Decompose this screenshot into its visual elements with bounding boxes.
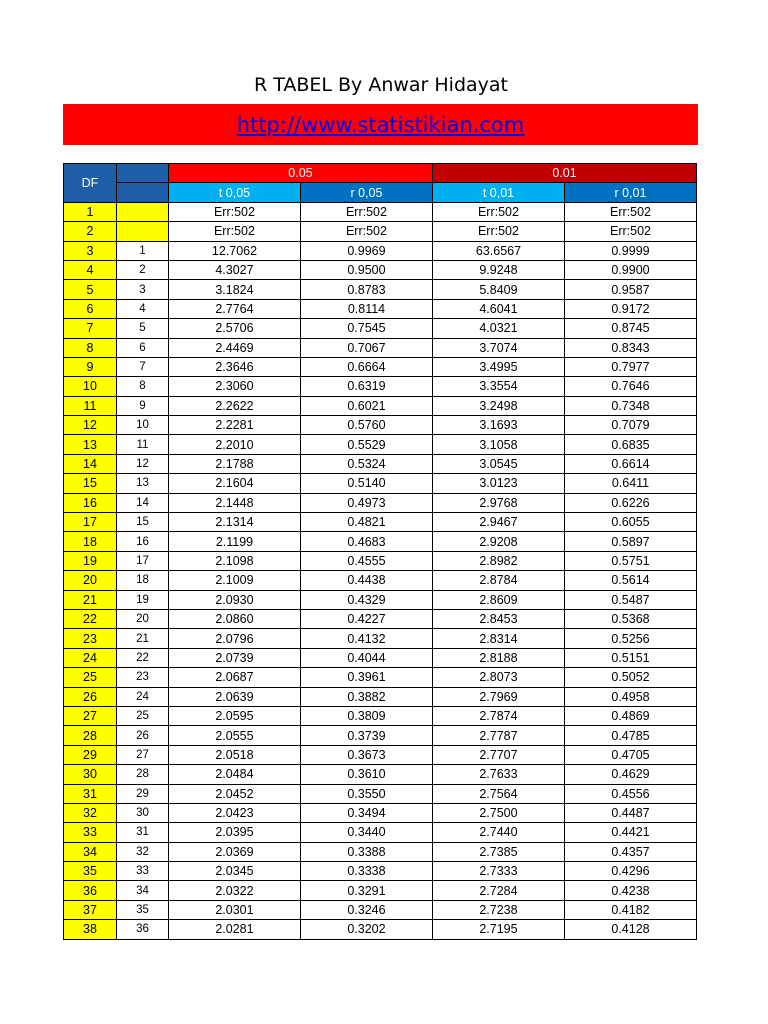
value-cell-t05: Err:502 xyxy=(168,222,300,241)
n-cell: 34 xyxy=(117,881,169,900)
n-cell: 7 xyxy=(117,357,169,376)
table-row xyxy=(64,862,697,881)
value-cell-t05: 2.7764 xyxy=(168,299,300,318)
value-cell-r05: 0.4329 xyxy=(300,590,432,609)
table-row xyxy=(64,609,697,628)
n-cell: 11 xyxy=(117,435,169,454)
value-cell-t05: 2.1448 xyxy=(168,493,300,512)
df-cell: 15 xyxy=(64,474,117,493)
value-cell-t01: 3.1693 xyxy=(432,416,564,435)
df-cell: 26 xyxy=(64,687,117,706)
n-cell: 9 xyxy=(117,396,169,415)
n-cell: 29 xyxy=(117,784,169,803)
df-cell: 36 xyxy=(64,881,117,900)
n-cell: 31 xyxy=(117,823,169,842)
value-cell-t01: 3.2498 xyxy=(432,396,564,415)
value-cell-r05: Err:502 xyxy=(300,202,432,221)
value-cell-t05: 2.0322 xyxy=(168,881,300,900)
table-row xyxy=(64,765,697,784)
value-cell-r05: 0.3809 xyxy=(300,706,432,725)
value-cell-t05: 2.0484 xyxy=(168,765,300,784)
value-cell-r05: 0.6021 xyxy=(300,396,432,415)
df-cell: 8 xyxy=(64,338,117,357)
value-cell-r05: 0.4555 xyxy=(300,551,432,570)
df-cell: 5 xyxy=(64,280,117,299)
df-cell: 13 xyxy=(64,435,117,454)
value-cell-t01: 4.0321 xyxy=(432,319,564,338)
value-cell-r01: 0.4869 xyxy=(564,706,696,725)
value-cell-t05: 2.1314 xyxy=(168,513,300,532)
group-header-005: 0.05 xyxy=(168,164,432,183)
n-cell: 36 xyxy=(117,920,169,939)
value-cell-t05: 2.3646 xyxy=(168,357,300,376)
value-cell-r01: 0.7079 xyxy=(564,416,696,435)
table-row xyxy=(64,532,697,551)
value-cell-t05: 2.0739 xyxy=(168,648,300,667)
value-cell-t05: 2.0930 xyxy=(168,590,300,609)
value-cell-t01: 2.8073 xyxy=(432,668,564,687)
df-cell: 9 xyxy=(64,357,117,376)
value-cell-t05: 2.0301 xyxy=(168,900,300,919)
df-cell: 34 xyxy=(64,842,117,861)
table-row xyxy=(64,629,697,648)
table-row xyxy=(64,319,697,338)
n-cell: 27 xyxy=(117,745,169,764)
value-cell-r05: 0.3246 xyxy=(300,900,432,919)
n-cell: 19 xyxy=(117,590,169,609)
value-cell-r05: 0.4044 xyxy=(300,648,432,667)
table-row xyxy=(64,668,697,687)
value-cell-t01: 2.7385 xyxy=(432,842,564,861)
n-cell: 35 xyxy=(117,900,169,919)
subheader-t001: t 0,01 xyxy=(432,183,564,202)
value-cell-t01: 9.9248 xyxy=(432,260,564,279)
group-header-001: 0.01 xyxy=(432,164,696,183)
table-row xyxy=(64,784,697,803)
value-cell-t01: 4.6041 xyxy=(432,299,564,318)
df-cell: 24 xyxy=(64,648,117,667)
df-cell: 6 xyxy=(64,299,117,318)
value-cell-t05: 2.0452 xyxy=(168,784,300,803)
df-cell: 22 xyxy=(64,609,117,628)
df-cell: 25 xyxy=(64,668,117,687)
value-cell-t01: 2.7633 xyxy=(432,765,564,784)
value-cell-t01: 2.7238 xyxy=(432,900,564,919)
df-cell: 4 xyxy=(64,260,117,279)
df-cell: 35 xyxy=(64,862,117,881)
df-cell: 30 xyxy=(64,765,117,784)
subheader-r001: r 0,01 xyxy=(564,183,696,202)
value-cell-r05: 0.3673 xyxy=(300,745,432,764)
value-cell-r05: 0.4132 xyxy=(300,629,432,648)
value-cell-t01: 2.8982 xyxy=(432,551,564,570)
value-cell-r01: 0.9587 xyxy=(564,280,696,299)
value-cell-t05: 2.2010 xyxy=(168,435,300,454)
value-cell-r05: 0.6319 xyxy=(300,377,432,396)
df-cell: 10 xyxy=(64,377,117,396)
df-cell: 18 xyxy=(64,532,117,551)
value-cell-t05: 2.1199 xyxy=(168,532,300,551)
value-cell-r01: 0.6411 xyxy=(564,474,696,493)
table-row xyxy=(64,513,697,532)
df-cell: 28 xyxy=(64,726,117,745)
value-cell-t05: 2.0860 xyxy=(168,609,300,628)
df-header: DF xyxy=(64,164,117,203)
table-row xyxy=(64,706,697,725)
n-cell: 6 xyxy=(117,338,169,357)
value-cell-r01: 0.6614 xyxy=(564,454,696,473)
value-cell-r05: 0.5140 xyxy=(300,474,432,493)
df-cell: 32 xyxy=(64,803,117,822)
df-cell: 1 xyxy=(64,202,117,221)
n-cell: 21 xyxy=(117,629,169,648)
value-cell-r01: Err:502 xyxy=(564,222,696,241)
value-cell-r05: 0.8783 xyxy=(300,280,432,299)
n-cell: 25 xyxy=(117,706,169,725)
value-cell-r05: 0.5760 xyxy=(300,416,432,435)
value-cell-r05: 0.3440 xyxy=(300,823,432,842)
value-cell-r01: 0.4556 xyxy=(564,784,696,803)
n-cell: 24 xyxy=(117,687,169,706)
value-cell-r01: 0.5897 xyxy=(564,532,696,551)
df-cell: 20 xyxy=(64,571,117,590)
df-cell: 21 xyxy=(64,590,117,609)
value-cell-t05: 2.1604 xyxy=(168,474,300,493)
n-cell: 23 xyxy=(117,668,169,687)
n-cell: 15 xyxy=(117,513,169,532)
n-cell: 28 xyxy=(117,765,169,784)
n-cell: 13 xyxy=(117,474,169,493)
df-cell: 23 xyxy=(64,629,117,648)
subheader-r005: r 0,05 xyxy=(300,183,432,202)
value-cell-r01: 0.4487 xyxy=(564,803,696,822)
value-cell-t01: 2.7440 xyxy=(432,823,564,842)
n-cell: 3 xyxy=(117,280,169,299)
value-cell-r05: 0.9500 xyxy=(300,260,432,279)
n-cell: 1 xyxy=(117,241,169,260)
value-cell-t01: Err:502 xyxy=(432,202,564,221)
value-cell-r01: 0.4958 xyxy=(564,687,696,706)
value-cell-r01: 0.5368 xyxy=(564,609,696,628)
n-cell xyxy=(117,222,169,241)
value-cell-t05: 2.2622 xyxy=(168,396,300,415)
table-row xyxy=(64,745,697,764)
value-cell-t01: 2.7969 xyxy=(432,687,564,706)
value-cell-t05: 2.0345 xyxy=(168,862,300,881)
n-cell: 26 xyxy=(117,726,169,745)
value-cell-r01: 0.4785 xyxy=(564,726,696,745)
value-cell-r01: 0.9900 xyxy=(564,260,696,279)
value-cell-t05: 2.2281 xyxy=(168,416,300,435)
value-cell-r05: 0.6664 xyxy=(300,357,432,376)
value-cell-r01: 0.6055 xyxy=(564,513,696,532)
value-cell-t05: 2.0639 xyxy=(168,687,300,706)
value-cell-t01: 3.0545 xyxy=(432,454,564,473)
value-cell-t05: 2.0555 xyxy=(168,726,300,745)
value-cell-r01: 0.5751 xyxy=(564,551,696,570)
table-row xyxy=(64,687,697,706)
table-row xyxy=(64,571,697,590)
table-row xyxy=(64,377,697,396)
value-cell-r01: 0.7646 xyxy=(564,377,696,396)
value-cell-t05: Err:502 xyxy=(168,202,300,221)
value-cell-t01: 3.7074 xyxy=(432,338,564,357)
value-cell-r05: 0.3388 xyxy=(300,842,432,861)
n-cell: 14 xyxy=(117,493,169,512)
df-cell: 19 xyxy=(64,551,117,570)
n-cell xyxy=(117,202,169,221)
value-cell-t01: 3.3554 xyxy=(432,377,564,396)
value-cell-t01: 2.8609 xyxy=(432,590,564,609)
value-cell-r05: 0.7545 xyxy=(300,319,432,338)
df-cell: 38 xyxy=(64,920,117,939)
table-row xyxy=(64,590,697,609)
value-cell-r01: Err:502 xyxy=(564,202,696,221)
df-cell: 16 xyxy=(64,493,117,512)
value-cell-r01: 0.4705 xyxy=(564,745,696,764)
table-row xyxy=(64,726,697,745)
value-cell-t05: 2.0423 xyxy=(168,803,300,822)
table-row xyxy=(64,474,697,493)
n-cell: 5 xyxy=(117,319,169,338)
value-cell-t05: 2.0518 xyxy=(168,745,300,764)
value-cell-r01: 0.4128 xyxy=(564,920,696,939)
n-cell: 8 xyxy=(117,377,169,396)
value-cell-t05: 2.5706 xyxy=(168,319,300,338)
table-row xyxy=(64,803,697,822)
value-cell-t01: 2.9467 xyxy=(432,513,564,532)
n-cell: 16 xyxy=(117,532,169,551)
table-row xyxy=(64,823,697,842)
table-row xyxy=(64,241,697,260)
value-cell-t01: 2.9208 xyxy=(432,532,564,551)
value-cell-t01: 2.8188 xyxy=(432,648,564,667)
n-subheader-blank xyxy=(117,183,169,202)
df-cell: 17 xyxy=(64,513,117,532)
table-row xyxy=(64,920,697,939)
value-cell-r01: 0.8343 xyxy=(564,338,696,357)
value-cell-t01: 2.7500 xyxy=(432,803,564,822)
df-cell: 7 xyxy=(64,319,117,338)
value-cell-r05: 0.7067 xyxy=(300,338,432,357)
value-cell-t01: 2.7874 xyxy=(432,706,564,725)
table-row xyxy=(64,551,697,570)
r-table xyxy=(63,163,697,940)
table-row xyxy=(64,842,697,861)
n-cell: 33 xyxy=(117,862,169,881)
value-cell-t05: 2.4469 xyxy=(168,338,300,357)
value-cell-t05: 12.7062 xyxy=(168,241,300,260)
value-cell-r01: 0.7348 xyxy=(564,396,696,415)
n-cell: 22 xyxy=(117,648,169,667)
value-cell-t01: 5.8409 xyxy=(432,280,564,299)
value-cell-t05: 2.0395 xyxy=(168,823,300,842)
table-row xyxy=(64,900,697,919)
value-cell-t01: 3.1058 xyxy=(432,435,564,454)
value-cell-r05: 0.4821 xyxy=(300,513,432,532)
value-cell-t01: Err:502 xyxy=(432,222,564,241)
value-cell-r05: 0.3291 xyxy=(300,881,432,900)
n-cell: 30 xyxy=(117,803,169,822)
value-cell-t05: 2.1788 xyxy=(168,454,300,473)
value-cell-t01: 2.7787 xyxy=(432,726,564,745)
table-row xyxy=(64,338,697,357)
n-cell: 10 xyxy=(117,416,169,435)
value-cell-r01: 0.4421 xyxy=(564,823,696,842)
value-cell-t01: 2.8453 xyxy=(432,609,564,628)
df-cell: 14 xyxy=(64,454,117,473)
value-cell-t05: 2.0687 xyxy=(168,668,300,687)
value-cell-r01: 0.6226 xyxy=(564,493,696,512)
value-cell-r05: 0.4973 xyxy=(300,493,432,512)
value-cell-r01: 0.4182 xyxy=(564,900,696,919)
table-row xyxy=(64,454,697,473)
table-row xyxy=(64,260,697,279)
value-cell-t01: 2.7707 xyxy=(432,745,564,764)
value-cell-r05: 0.3610 xyxy=(300,765,432,784)
value-cell-r05: 0.3494 xyxy=(300,803,432,822)
value-cell-r01: 0.7977 xyxy=(564,357,696,376)
value-cell-t05: 2.1098 xyxy=(168,551,300,570)
value-cell-t05: 2.3060 xyxy=(168,377,300,396)
table-row xyxy=(64,202,697,221)
value-cell-r01: 0.4357 xyxy=(564,842,696,861)
value-cell-r05: 0.3202 xyxy=(300,920,432,939)
df-cell: 31 xyxy=(64,784,117,803)
value-cell-r01: 0.4296 xyxy=(564,862,696,881)
link-banner xyxy=(63,104,698,145)
df-cell: 2 xyxy=(64,222,117,241)
n-cell: 2 xyxy=(117,260,169,279)
value-cell-t05: 3.1824 xyxy=(168,280,300,299)
value-cell-t01: 2.8314 xyxy=(432,629,564,648)
value-cell-t05: 2.0369 xyxy=(168,842,300,861)
df-cell: 3 xyxy=(64,241,117,260)
df-cell: 33 xyxy=(64,823,117,842)
value-cell-t01: 2.9768 xyxy=(432,493,564,512)
value-cell-t01: 2.8784 xyxy=(432,571,564,590)
value-cell-t01: 2.7333 xyxy=(432,862,564,881)
value-cell-t01: 3.0123 xyxy=(432,474,564,493)
value-cell-t01: 2.7564 xyxy=(432,784,564,803)
value-cell-r01: 0.5487 xyxy=(564,590,696,609)
value-cell-r05: 0.4227 xyxy=(300,609,432,628)
value-cell-t05: 2.0595 xyxy=(168,706,300,725)
table-row xyxy=(64,648,697,667)
value-cell-r01: 0.5256 xyxy=(564,629,696,648)
value-cell-r01: 0.5614 xyxy=(564,571,696,590)
value-cell-r05: 0.3338 xyxy=(300,862,432,881)
value-cell-r05: Err:502 xyxy=(300,222,432,241)
value-cell-r01: 0.9172 xyxy=(564,299,696,318)
value-cell-t01: 2.7195 xyxy=(432,920,564,939)
value-cell-r05: 0.9969 xyxy=(300,241,432,260)
n-cell: 12 xyxy=(117,454,169,473)
n-cell: 17 xyxy=(117,551,169,570)
table-row xyxy=(64,416,697,435)
table-row xyxy=(64,493,697,512)
value-cell-r05: 0.8114 xyxy=(300,299,432,318)
value-cell-r01: 0.4238 xyxy=(564,881,696,900)
n-cell: 32 xyxy=(117,842,169,861)
df-cell: 12 xyxy=(64,416,117,435)
value-cell-t01: 3.4995 xyxy=(432,357,564,376)
table-row xyxy=(64,881,697,900)
value-cell-t05: 4.3027 xyxy=(168,260,300,279)
value-cell-r05: 0.5324 xyxy=(300,454,432,473)
value-cell-r05: 0.4683 xyxy=(300,532,432,551)
value-cell-r05: 0.5529 xyxy=(300,435,432,454)
table-row xyxy=(64,435,697,454)
value-cell-r01: 0.6835 xyxy=(564,435,696,454)
df-cell: 37 xyxy=(64,900,117,919)
value-cell-r01: 0.9999 xyxy=(564,241,696,260)
table-row xyxy=(64,299,697,318)
value-cell-r05: 0.3961 xyxy=(300,668,432,687)
df-cell: 11 xyxy=(64,396,117,415)
df-cell: 27 xyxy=(64,706,117,725)
value-cell-r01: 0.8745 xyxy=(564,319,696,338)
value-cell-t01: 63.6567 xyxy=(432,241,564,260)
value-cell-r01: 0.4629 xyxy=(564,765,696,784)
n-header-blank xyxy=(117,164,169,183)
df-cell: 29 xyxy=(64,745,117,764)
n-cell: 18 xyxy=(117,571,169,590)
table-row xyxy=(64,396,697,415)
value-cell-r05: 0.4438 xyxy=(300,571,432,590)
n-cell: 20 xyxy=(117,609,169,628)
value-cell-r05: 0.3882 xyxy=(300,687,432,706)
n-cell: 4 xyxy=(117,299,169,318)
value-cell-r01: 0.5151 xyxy=(564,648,696,667)
value-cell-r01: 0.5052 xyxy=(564,668,696,687)
value-cell-r05: 0.3739 xyxy=(300,726,432,745)
value-cell-r05: 0.3550 xyxy=(300,784,432,803)
website-link[interactable]: http://www.statistikian.com xyxy=(236,112,525,137)
table-row xyxy=(64,280,697,299)
subheader-t005: t 0,05 xyxy=(168,183,300,202)
table-row xyxy=(64,222,697,241)
value-cell-t05: 2.1009 xyxy=(168,571,300,590)
page-title: R TABEL By Anwar Hidayat xyxy=(253,74,509,96)
value-cell-t05: 2.0281 xyxy=(168,920,300,939)
value-cell-t05: 2.0796 xyxy=(168,629,300,648)
value-cell-t01: 2.7284 xyxy=(432,881,564,900)
table-row xyxy=(64,357,697,376)
